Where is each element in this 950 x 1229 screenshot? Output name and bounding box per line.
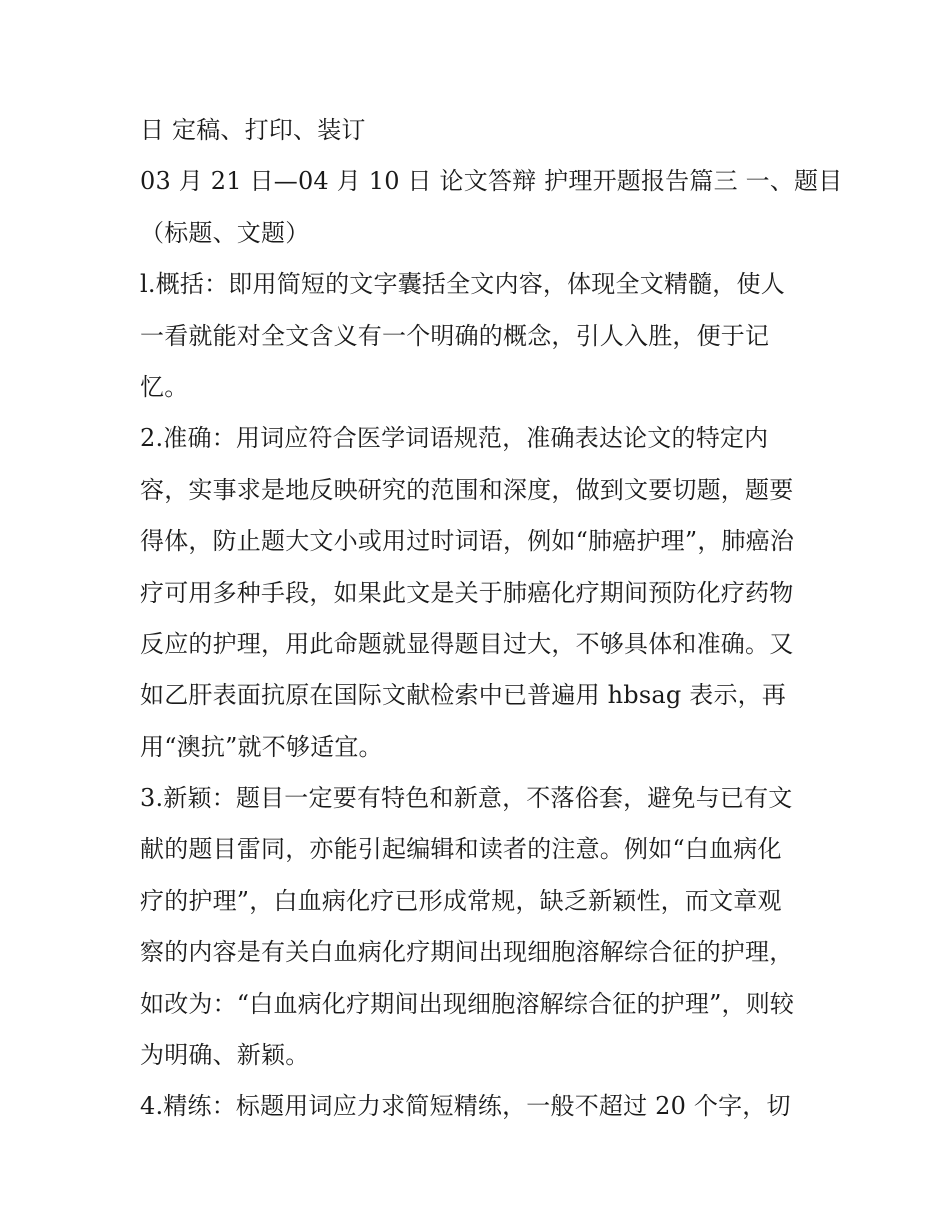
text-line: 如改为：“白血病化疗期间出现细胞溶解综合征的护理”，则较 <box>140 989 795 1018</box>
text-line: （标题、文题） <box>140 218 310 247</box>
text-line: 疗的护理”，白血病化疗已形成常规，缺乏新颖性，而文章观 <box>140 886 782 915</box>
text-line: 得体，防止题大文小或用过时词语，例如“肺癌护理”，肺癌治 <box>140 527 795 556</box>
text-line: 3.新颖：题目一定要有特色和新意，不落俗套，避免与已有文 <box>140 784 793 813</box>
text-line: l.概括：即用简短的文字囊括全文内容，体现全文精髓，使人 <box>140 270 785 299</box>
text-line: 疗可用多种手段，如果此文是关于肺癌化疗期间预防化疗药物 <box>140 578 794 607</box>
text-line: 为明确、新颖。 <box>140 1041 310 1070</box>
text-line: 2.准确：用词应符合医学词语规范，准确表达论文的特定内 <box>140 424 769 453</box>
text-line: 如乙肝表面抗原在国际文献检索中已普遍用 hbsag 表示，再 <box>140 681 787 710</box>
text-line: 03 月 21 日—04 月 10 日 论文答辩 护理开题报告篇三 一、题目 <box>140 167 843 196</box>
body-text <box>140 105 843 1133</box>
text-line: 日 定稿、打印、装订 <box>140 116 366 144</box>
text-line: 用“澳抗”就不够适宜。 <box>140 732 383 761</box>
text-line: 4.精练：标题用词应力求简短精练，一般不超过 20 个字，切 <box>140 1092 791 1121</box>
text-line: 反应的护理，用此命题就显得题目过大，不够具体和准确。又 <box>140 629 794 658</box>
text-line: 一看就能对全文含义有一个明确的概念，引人入胜，便于记 <box>140 321 770 350</box>
text-line: 察的内容是有关白血病化疗期间出现细胞溶解综合征的护理， <box>140 938 794 967</box>
text-line: 容，实事求是地反映研究的范围和深度，做到文要切题，题要 <box>140 475 794 504</box>
text-line: 忆。 <box>140 372 189 401</box>
text-line: 献的题目雷同，亦能引起编辑和读者的注意。例如“白血病化 <box>140 835 782 864</box>
